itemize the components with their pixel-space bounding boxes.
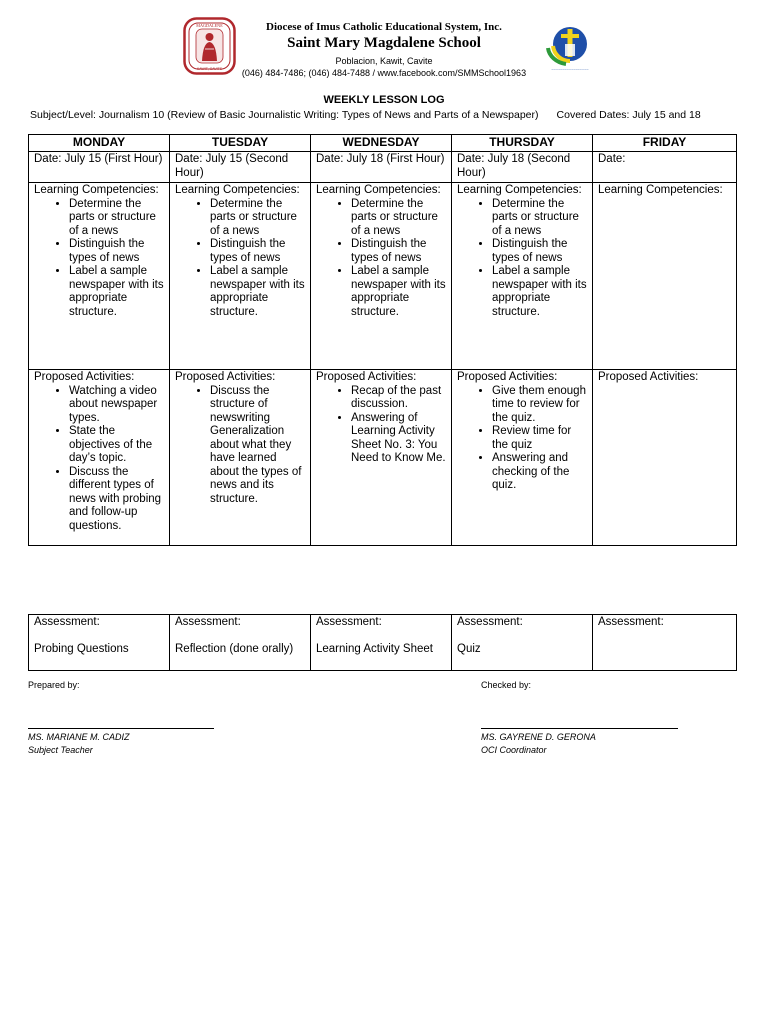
prepared-by-name: MS. MARIANE M. CADIZ [28, 732, 130, 742]
competencies-row [29, 183, 737, 370]
competencies-cell-thursday [452, 183, 593, 370]
day-header-monday: MONDAY [29, 135, 170, 152]
day-header-friday: FRIDAY [593, 135, 737, 152]
competencies-cell-wednesday [311, 183, 452, 370]
competencies-cell-monday [29, 183, 170, 370]
activities-cell-thursday [452, 370, 593, 546]
list-item: • Answering of Learning Activity Sheet No. 3: You Need to Know Me. [351, 412, 446, 466]
assessment-label: Assessment: [34, 616, 100, 628]
list-item: • Answering and checking of the quiz. [492, 452, 587, 493]
competencies-label: Learning Competencies: [457, 184, 582, 196]
day-header-row [29, 135, 737, 152]
activities-label: Proposed Activities: [457, 371, 558, 383]
assessment-value: Quiz [457, 642, 481, 655]
activities-label: Proposed Activities: [598, 371, 699, 383]
list-item: • Recap of the past discussion. [351, 385, 446, 412]
date-cell-friday: Date: [593, 152, 737, 183]
assessment-label: Assessment: [175, 616, 241, 628]
school-address: Poblacion, Kawit, Cavite [335, 56, 433, 66]
school-name: Saint Mary Magdalene School [287, 35, 481, 51]
activities-cell-friday [593, 370, 737, 546]
list-item: • Label a sample newspaper with its appropriate structure. [492, 265, 587, 319]
list-item: • Determine the parts or structure of a news [351, 198, 446, 239]
covered-dates: Covered Dates: July 15 and 18 [556, 109, 701, 121]
activities-cell-wednesday [311, 370, 452, 546]
day-header-tuesday: TUESDAY [170, 135, 311, 152]
activities-cell-tuesday [170, 370, 311, 546]
competencies-label: Learning Competencies: [316, 184, 441, 196]
competencies-cell-tuesday [170, 183, 311, 370]
activities-label: Proposed Activities: [316, 371, 417, 383]
list-item: • Label a sample newspaper with its appropriate structure. [351, 265, 446, 319]
activities-row [29, 370, 737, 546]
day-header-wednesday: WEDNESDAY [311, 135, 452, 152]
list-item: • Watching a video about newspaper types. [69, 385, 164, 426]
activities-label: Proposed Activities: [175, 371, 276, 383]
assessment-row [29, 615, 737, 671]
list-item: • Label a sample newspaper with its appropriate structure. [69, 265, 164, 319]
activities-label: Proposed Activities: [34, 371, 135, 383]
assessment-label: Assessment: [316, 616, 382, 628]
prepared-by-label: Prepared by: [28, 680, 80, 690]
date-cell-thursday: Date: July 18 (Second Hour) [452, 152, 593, 183]
checked-by-name: MS. GAYRENE D. GERONA [481, 732, 596, 742]
subject-level: Subject/Level: Journalism 10 (Review of Basic Journalistic Writing: Types of News and Parts of a Newspaper) [30, 109, 539, 121]
list-item: • Distinguish the types of news [351, 238, 446, 265]
list-item: • Give them enough time to review for the quiz. [492, 385, 587, 426]
competencies-list [34, 198, 164, 320]
checked-by-role: OCI Coordinator [481, 745, 547, 755]
day-header-thursday: THURSDAY [452, 135, 593, 152]
seal-text-bottom: KAWIT, CAVITE [196, 67, 223, 71]
assessment-value: Reflection (done orally) [175, 642, 294, 655]
assessment-cell-friday [593, 615, 737, 671]
seal-text-top: MAGDALENE [196, 23, 223, 28]
assessment-table [28, 614, 737, 671]
list-item: • Determine the parts or structure of a news [492, 198, 587, 239]
list-item: • Discuss the different types of news with probing and follow-up questions. [69, 466, 164, 534]
competencies-label: Learning Competencies: [598, 184, 723, 196]
date-cell-wednesday: Date: July 18 (First Hour) [311, 152, 452, 183]
activities-list [316, 385, 446, 466]
assessment-label: Assessment: [598, 616, 664, 628]
list-item: • Discuss the structure of newswriting Generalization about what they have learned about the types of news and its structure. [210, 385, 305, 507]
date-row [29, 152, 737, 183]
list-item: • Review time for the quiz [492, 425, 587, 452]
activities-list [457, 385, 587, 493]
checked-signature-line [481, 728, 678, 729]
assessment-cell-monday [29, 615, 170, 671]
list-item: • Distinguish the types of news [69, 238, 164, 265]
assessment-value: Learning Activity Sheet [316, 642, 433, 655]
activities-list [175, 385, 305, 507]
list-item: • Determine the parts or structure of a news [69, 198, 164, 239]
organization-name: Diocese of Imus Catholic Educational System, Inc. [266, 21, 502, 33]
prepared-by-role: Subject Teacher [28, 745, 93, 755]
list-item: • Label a sample newspaper with its appropriate structure. [210, 265, 305, 319]
school-contact: (046) 484-7486; (046) 484-7488 / www.facebook.com/SMMSchool1963 [241, 68, 527, 78]
svg-text:~~~~~~~~~~~~~~~~~~~~: ~~~~~~~~~~~~~~~~~~~~ [551, 68, 589, 72]
assessment-label: Assessment: [457, 616, 523, 628]
subject-line [30, 109, 701, 121]
competencies-cell-friday [593, 183, 737, 370]
date-cell-tuesday: Date: July 15 (Second Hour) [170, 152, 311, 183]
assessment-cell-tuesday [170, 615, 311, 671]
document-title: WEEKLY LESSON LOG [323, 94, 445, 106]
list-item: • State the objectives of the day’s topic. [69, 425, 164, 466]
list-item: • Determine the parts or structure of a news [210, 198, 305, 239]
activities-list [34, 385, 164, 534]
competencies-list [316, 198, 446, 320]
date-cell-monday: Date: July 15 (First Hour) [29, 152, 170, 183]
list-item: • Distinguish the types of news [210, 238, 305, 265]
lesson-log-table [28, 134, 737, 546]
competencies-label: Learning Competencies: [34, 184, 159, 196]
list-item: • Distinguish the types of news [492, 238, 587, 265]
prepared-signature-line [28, 728, 214, 729]
assessment-cell-thursday [452, 615, 593, 671]
assessment-cell-wednesday [311, 615, 452, 671]
competencies-label: Learning Competencies: [175, 184, 300, 196]
competencies-list [457, 198, 587, 320]
activities-cell-monday [29, 370, 170, 546]
assessment-value: Probing Questions [34, 642, 129, 655]
competencies-list [175, 198, 305, 320]
checked-by-label: Checked by: [481, 680, 532, 690]
